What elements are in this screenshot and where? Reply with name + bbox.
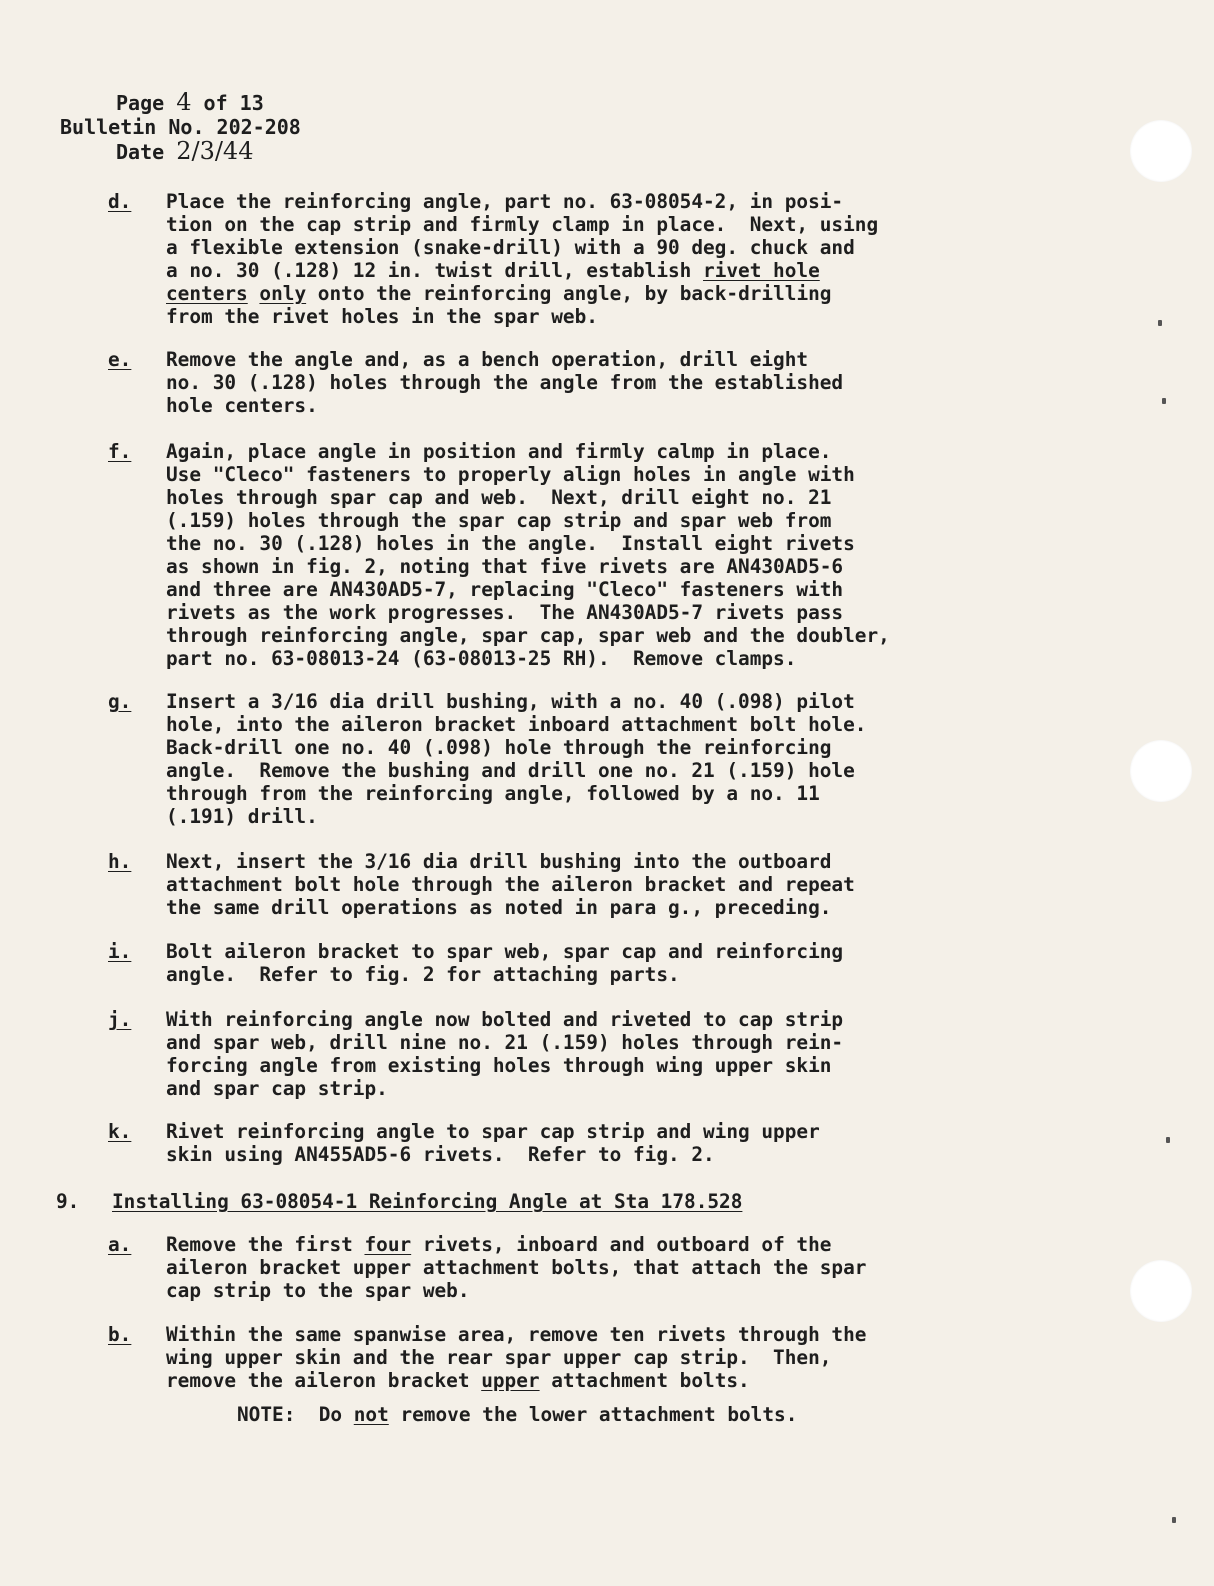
- substep-a: [108, 1233, 866, 1302]
- substep-b: [108, 1323, 866, 1392]
- step-marker: f.: [108, 440, 132, 463]
- date-line: Date 2/3/44: [116, 137, 254, 165]
- paper-speck: [1172, 1517, 1176, 1523]
- note-line: NOTE: Do not remove the lower attachment bolts.: [237, 1403, 798, 1426]
- step-text: Next, insert the 3/16 dia drill bushing into the outboard attachment bolt hole through the aileron bracket and repeat the same drill operations as noted in para g., preceding.: [166, 850, 855, 919]
- handwritten-page-number: 4: [176, 88, 192, 116]
- document-header: [60, 90, 301, 164]
- step-marker: e.: [108, 348, 132, 371]
- binder-hole: [1130, 1260, 1192, 1322]
- binder-hole: [1130, 740, 1192, 802]
- step-marker: d.: [108, 190, 132, 213]
- step-text: Insert a 3/16 dia drill bushing, with a no. 40 (.098) pilot hole, into the aileron bracket inboard attachment bolt hole. Back-drill one no. 40 (.098) hole through the reinforcing angle. Remove the bushing and drill one no. 21 (.159) hole through from the reinforcing angle, followed by a no. 11 (.191) drill.: [166, 690, 867, 828]
- step-marker: a.: [108, 1233, 132, 1256]
- step-j: [108, 1008, 843, 1100]
- section-number: 9.: [56, 1190, 80, 1213]
- bulletin-number: Bulletin No. 202-208: [60, 115, 301, 139]
- section-title: Installing 63-08054-1 Reinforcing Angle at Sta 178.528: [112, 1190, 743, 1213]
- step-g: [108, 690, 866, 828]
- step-marker: b.: [108, 1323, 132, 1346]
- step-marker: j.: [108, 1008, 132, 1031]
- handwritten-date: 2/3/44: [176, 137, 254, 165]
- step-text: With reinforcing angle now bolted and riveted to cap strip and spar web, drill nine no. 21 (.159) holes through rein- forcing angle from existing holes through wing upper skin and spar cap strip.: [166, 1008, 844, 1100]
- binder-hole: [1130, 120, 1192, 182]
- section-9-heading: [56, 1190, 742, 1213]
- paper-speck: [1158, 320, 1162, 326]
- step-text: Again, place angle in position and firmly calmp in place. Use "Cleco" fasteners to properly align holes in angle with holes through spar cap and web. Next, drill eight no. 21 (.159) holes through the spar cap strip and spar web from the no. 30 (.128) holes in the angle. Install eight rivets as shown in fig. 2, noting that five rivets are AN430AD5-6 and three are AN430AD5-7, replacing "Cleco" fasteners with rivets as the work progresses. The AN430AD5-7 rivets pass through reinforcing angle, spar cap, spar web and the doubler, part no. 63-08013-24 (63-08013-25 RH). Remove clamps.: [166, 440, 890, 670]
- step-d: [108, 190, 878, 328]
- step-marker: k.: [108, 1120, 132, 1143]
- step-marker: i.: [108, 940, 132, 963]
- step-text: Place the reinforcing angle, part no. 63-08054-2, in posi- tion on the cap strip and firmly clamp in place. Next, using a flexible extension (snake-drill) with a 90 deg. chuck and a no. 30 (.128) 12 in. twist drill, establish rivet hole centers only onto the reinforcing angle, by back-drilling from the rivet holes in the spar web.: [166, 190, 879, 328]
- step-k: [108, 1120, 820, 1166]
- paper-speck: [1166, 1137, 1170, 1143]
- step-marker: g.: [108, 690, 132, 713]
- step-marker: h.: [108, 850, 132, 873]
- step-f: [108, 440, 890, 670]
- step-text: Remove the first four rivets, inboard and outboard of the aileron bracket upper attachment bolts, that attach the spar cap strip to the spar web.: [166, 1233, 867, 1302]
- step-text: Bolt aileron bracket to spar web, spar cap and reinforcing angle. Refer to fig. 2 for attaching parts.: [166, 940, 844, 986]
- step-text: Remove the angle and, as a bench operation, drill eight no. 30 (.128) holes through the angle from the established hole centers.: [166, 348, 844, 417]
- step-text: Rivet reinforcing angle to spar cap strip and wing upper skin using AN455AD5-6 rivets. Refer to fig. 2.: [166, 1120, 820, 1166]
- step-text: Within the same spanwise area, remove ten rivets through the wing upper skin and the rear spar upper cap strip. Then, remove the aileron bracket upper attachment bolts.: [166, 1323, 867, 1392]
- step-h: [108, 850, 855, 919]
- step-e: [108, 348, 843, 417]
- paper-speck: [1162, 398, 1166, 404]
- page-number-line: Page 4 of 13: [116, 88, 264, 116]
- step-i: [108, 940, 843, 986]
